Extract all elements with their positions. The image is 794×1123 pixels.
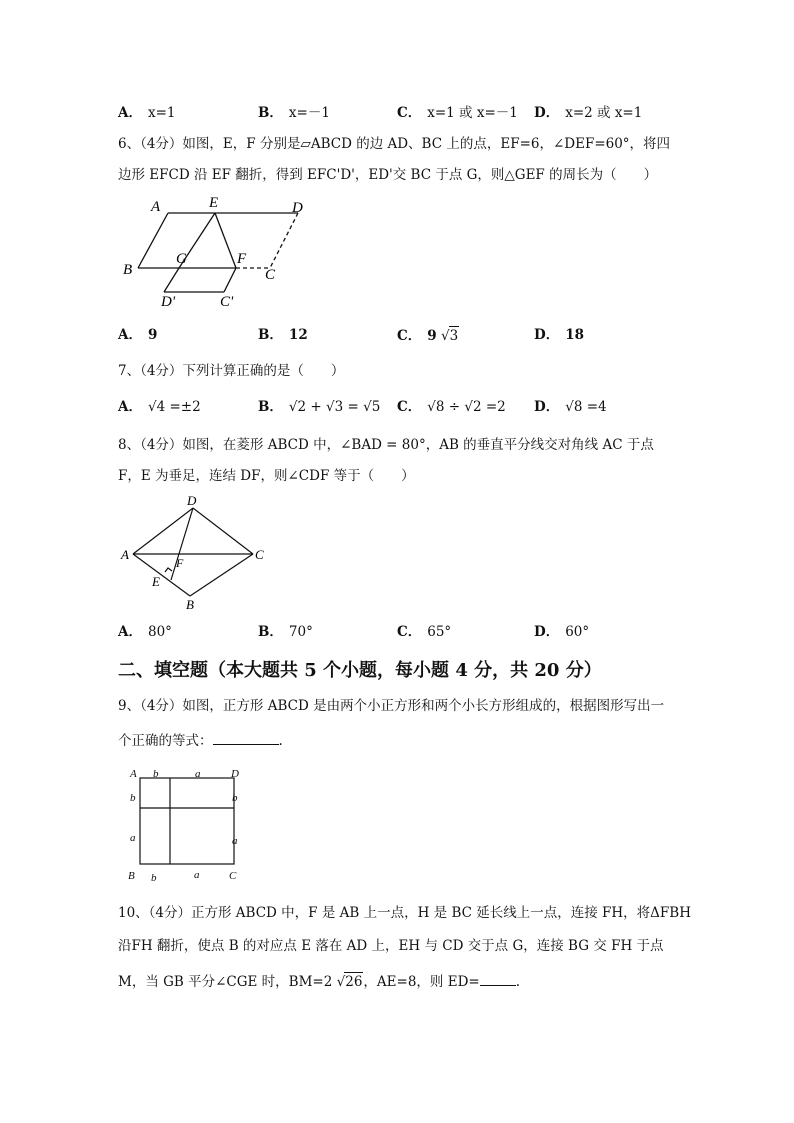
q6-stem-line1: 6、（4分）如图，E，F 分别是▱ABCD 的边 AD、BC 上的点，EF=6，∠DEF=60°，将四: [118, 136, 671, 152]
q9-label-b-corner: B: [128, 870, 135, 882]
q6-option-d[interactable]: D． 18: [534, 327, 585, 343]
q5-option-b[interactable]: B． x=－1: [258, 105, 330, 121]
q5-option-c[interactable]: C． x=1 或 x=－1: [397, 105, 518, 121]
q8-label-b: B: [186, 597, 194, 612]
q8-option-c[interactable]: C． 65°: [397, 624, 452, 640]
q6-option-c[interactable]: C． 9 √3: [397, 328, 459, 344]
q8-stem-line2: F，E 为垂足，连结 DF，则∠CDF 等于（ ）: [118, 468, 415, 484]
q8-options: [118, 623, 698, 641]
q7-options: [118, 398, 698, 416]
q9-stem-line1: 9、（4分）如图，正方形 ABCD 是由两个小正方形和两个小长方形组成的，根据图形写出一: [118, 698, 665, 714]
q6-label-f: F: [237, 251, 247, 267]
q7-option-d[interactable]: D． √8 =4: [534, 399, 607, 415]
q8-label-c: C: [255, 547, 264, 562]
q9-stem-line2: 个正确的等式： .: [118, 730, 283, 750]
q9-label-b-bottom: b: [151, 872, 157, 884]
q9-label-a-top: a: [195, 768, 201, 780]
q10-stem-line2: 沿FH 翻折，使点 B 的对应点 E 落在 AD 上，EH 与 CD 交于点 G，连接 BG 交 FH 于点: [118, 938, 664, 954]
q8-figure-rhombus: [118, 494, 278, 614]
q6-option-b[interactable]: B． 12: [258, 327, 308, 343]
q6-figure-parallelogram: [118, 192, 318, 312]
radical-sign-icon: √: [336, 974, 346, 990]
q9-label-a-right: a: [232, 835, 238, 847]
q8-label-e: E: [152, 574, 160, 589]
q9-label-a-corner: A: [130, 768, 137, 780]
q8-option-b[interactable]: B． 70°: [258, 624, 313, 640]
q9-label-d-corner: D: [231, 768, 239, 780]
q5-options: [118, 104, 698, 122]
q9-label-b-right: b: [232, 792, 238, 804]
q5-option-a[interactable]: A． x=1: [118, 105, 176, 121]
q10-answer-blank[interactable]: [480, 971, 516, 986]
q9-label-a-bottom: a: [194, 869, 200, 881]
q8-label-f: F: [176, 556, 184, 570]
q7-option-a[interactable]: A． √4 =±2: [118, 399, 201, 415]
q7-option-b[interactable]: B． √2 + √3 = √5: [258, 399, 381, 415]
q9-label-b-left: b: [130, 792, 136, 804]
q9-label-b-top: b: [153, 768, 159, 780]
q10-stem-line1: 10、（4分）正方形 ABCD 中，F 是 AB 上一点，H 是 BC 延长线上一点，连接 FH，将ΔFBH: [118, 905, 691, 921]
q6-label-g: G: [176, 251, 187, 267]
q9-figure-square: [118, 764, 258, 884]
q9-label-c-corner: C: [229, 870, 237, 882]
q6-stem-line2: 边形 EFCD 沿 EF 翻折，得到 EFC'D'，ED'交 BC 于点 G，则△GEF 的周长为（ ）: [118, 167, 658, 183]
q6-label-c: C: [265, 267, 276, 283]
q9-label-a-left: a: [130, 832, 136, 844]
radical-sign-icon: √: [440, 328, 450, 344]
section-heading-fill-in: 二、填空题（本大题共 5 个小题，每小题 4 分，共 20 分）: [118, 660, 602, 681]
q7-stem: 7、（4分）下列计算正确的是（ ）: [118, 363, 345, 379]
q6-label-e: E: [209, 195, 219, 211]
q6-option-a[interactable]: A． 9: [118, 327, 158, 343]
q10-stem-line3: M，当 GB 平分∠CGE 时，BM=2 √26，AE=8，则 ED= .: [118, 971, 520, 991]
q6-label-a: A: [151, 199, 161, 215]
q7-option-c[interactable]: C． √8 ÷ √2 =2: [397, 399, 506, 415]
q8-option-a[interactable]: A． 80°: [118, 624, 172, 640]
q8-option-d[interactable]: D． 60°: [534, 624, 590, 640]
q9-answer-blank[interactable]: [213, 730, 279, 745]
q5-option-d[interactable]: D． x=2 或 x=1: [534, 105, 643, 121]
q8-label-a: A: [121, 547, 129, 562]
q8-stem-line1: 8、（4分）如图，在菱形 ABCD 中，∠BAD = 80°，AB 的垂直平分线交对角线 AC 于点: [118, 437, 654, 453]
q6-label-c-prime: C': [220, 294, 234, 310]
q8-label-d: D: [187, 494, 197, 508]
q6-label-d-prime: D': [161, 294, 176, 310]
q6-options: [118, 326, 698, 344]
q6-label-b: B: [123, 262, 133, 278]
q6-label-d: D: [292, 200, 303, 216]
